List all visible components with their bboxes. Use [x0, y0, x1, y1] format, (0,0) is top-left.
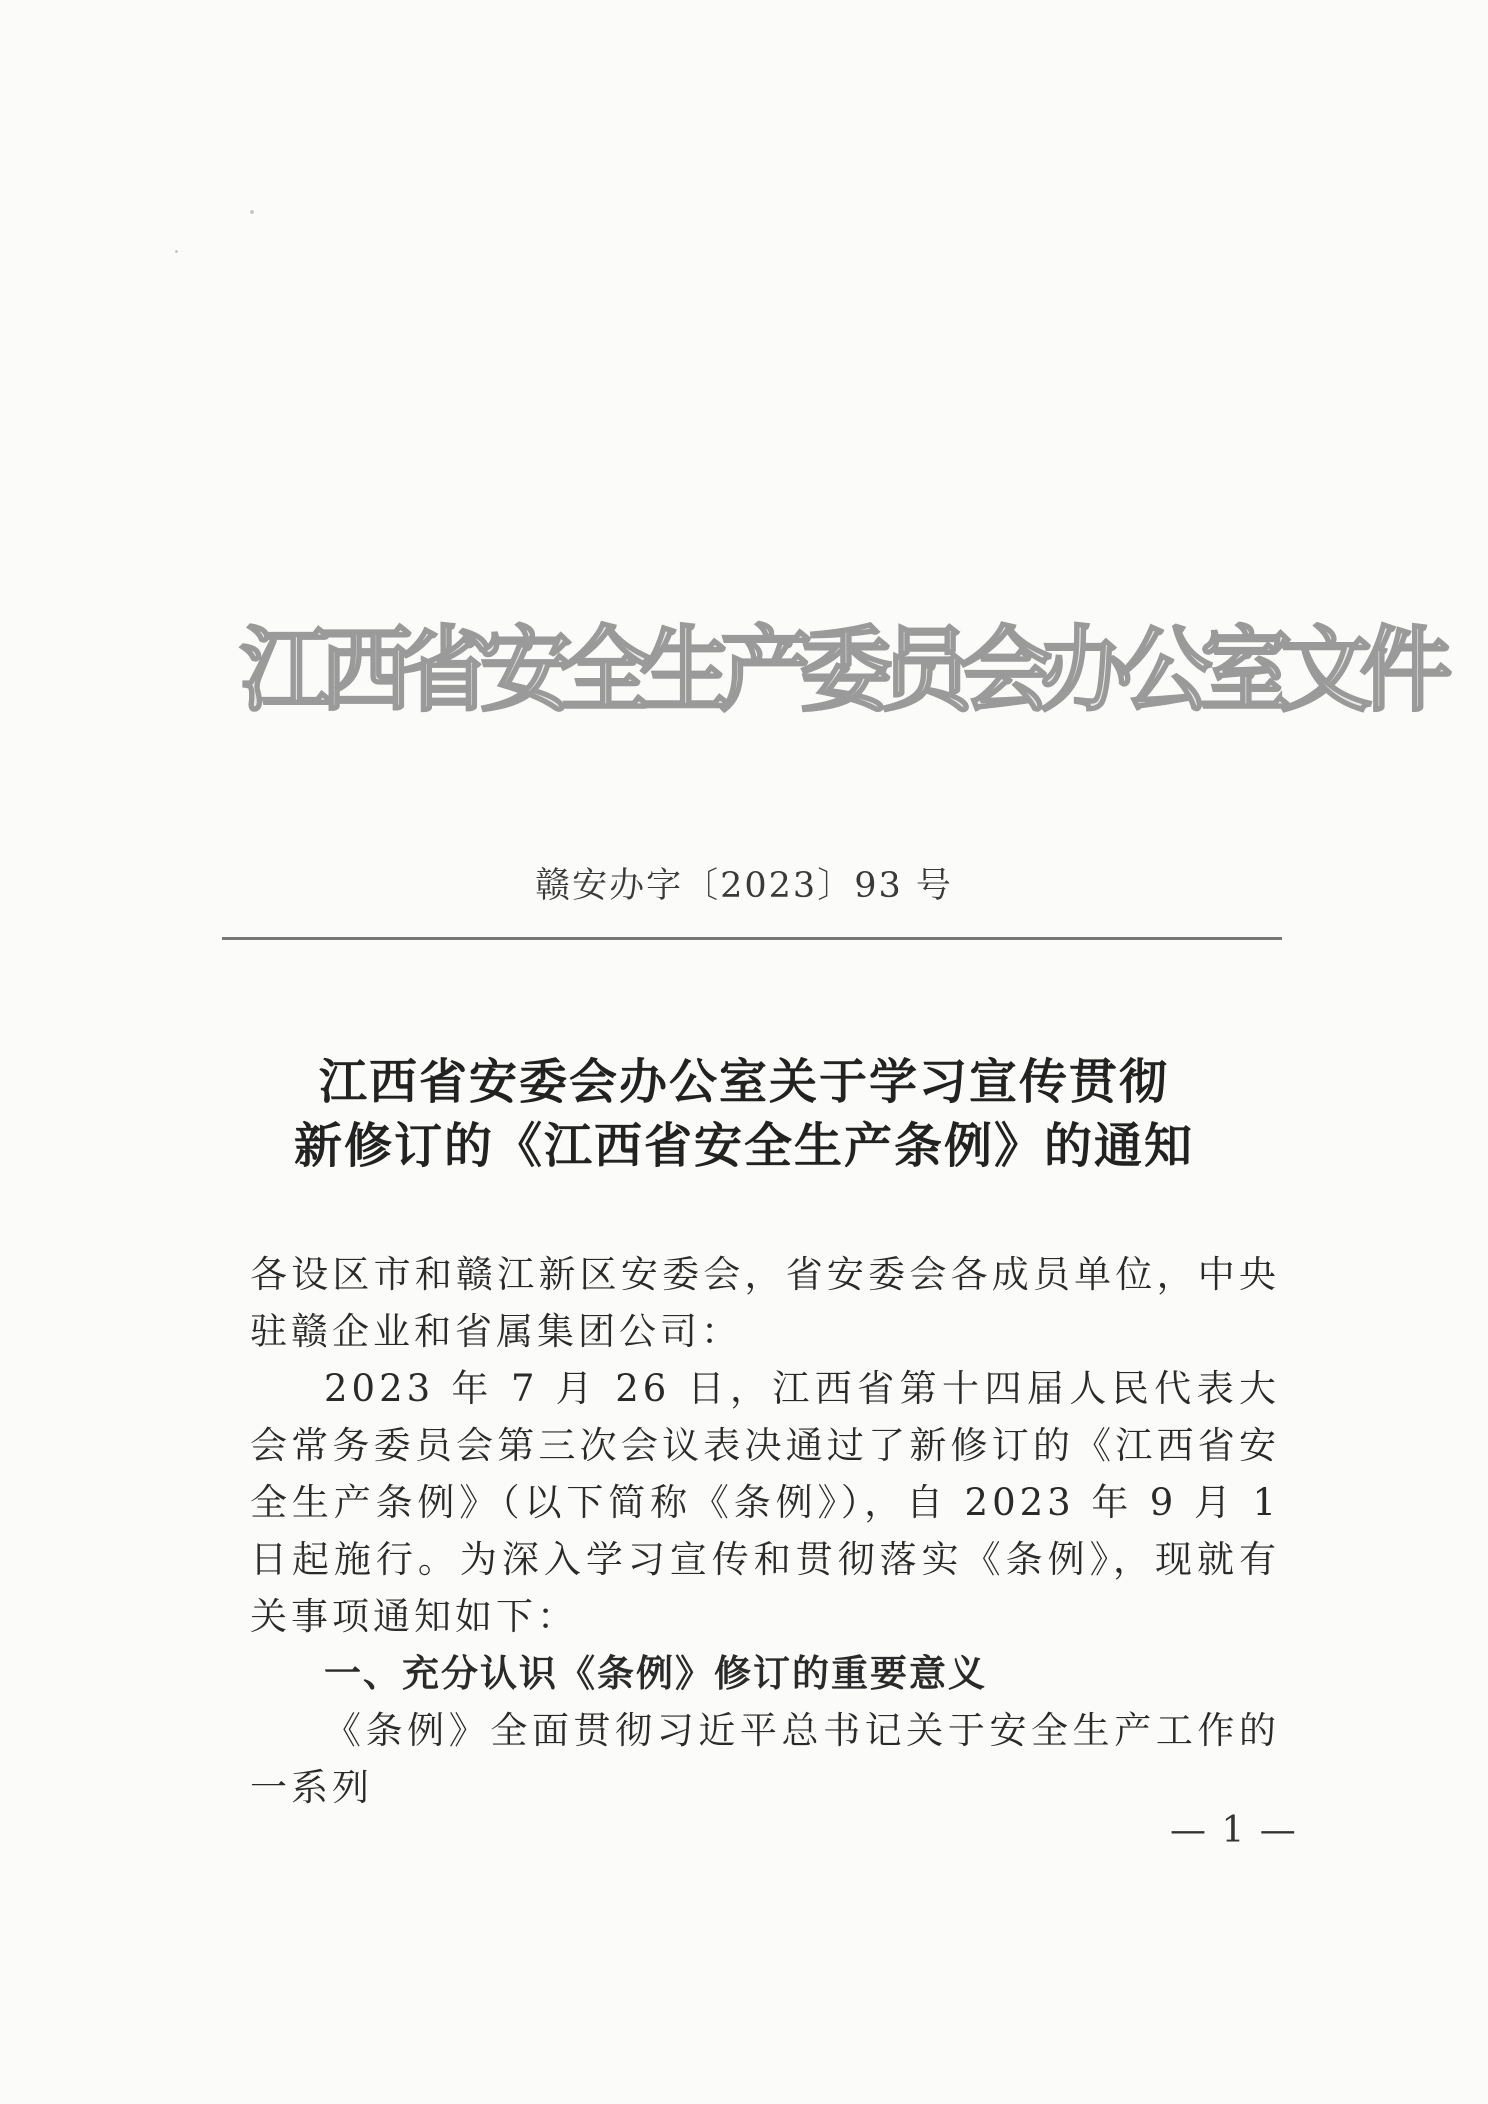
header-character: 员: [880, 616, 973, 724]
issuing-authority-header: [240, 610, 1453, 730]
page-number: — 1 —: [1170, 1810, 1298, 1851]
body-paragraph: 《条例》全面贯彻习近平总书记关于安全生产工作的一系列: [250, 1709, 1280, 1809]
header-character: 室: [1200, 616, 1293, 724]
header-divider-line: [222, 937, 1282, 940]
header-character: 西: [320, 616, 413, 724]
header-character: 件: [1360, 616, 1453, 724]
header-character: 产: [720, 616, 813, 724]
header-character: 江: [240, 616, 333, 724]
header-character: 安: [480, 616, 573, 724]
recipient-line: 各设区市和赣江新区安委会，省安委会各成员单位，中央驻赣企业和省属集团公司：: [250, 1253, 1280, 1353]
header-character: 办: [1040, 616, 1133, 724]
notice-body: [250, 1246, 1280, 1816]
header-character: 省: [400, 616, 493, 724]
header-character: 文: [1280, 616, 1373, 724]
notice-title-line-1: 江西省安委会办公室关于学习宣传贯彻: [318, 1054, 1169, 1110]
header-character: 生: [640, 616, 733, 724]
notice-title: [0, 1050, 1488, 1178]
notice-title-line-2: 新修订的《江西省安全生产条例》的通知: [293, 1118, 1194, 1174]
scan-speck: [175, 250, 178, 253]
scan-speck: [250, 210, 254, 214]
header-character: 公: [1120, 616, 1213, 724]
body-paragraph: 2023 年 7 月 26 日，江西省第十四届人民代表大会常务委员会第三次会议表决通过了新修订的《江西省安全生产条例》（以下简称《条例》），自 2023 年 9 月 1 日起施行。为深入学习宣传和贯彻落实《条例》，现就有关事项通知如下：: [250, 1367, 1280, 1638]
header-character: 会: [960, 616, 1053, 724]
section-heading: 一、充分认识《条例》修订的重要意义: [324, 1651, 987, 1695]
document-number: 赣安办字〔2023〕93 号: [535, 866, 953, 906]
header-character: 委: [800, 616, 893, 724]
header-character: 全: [560, 616, 653, 724]
